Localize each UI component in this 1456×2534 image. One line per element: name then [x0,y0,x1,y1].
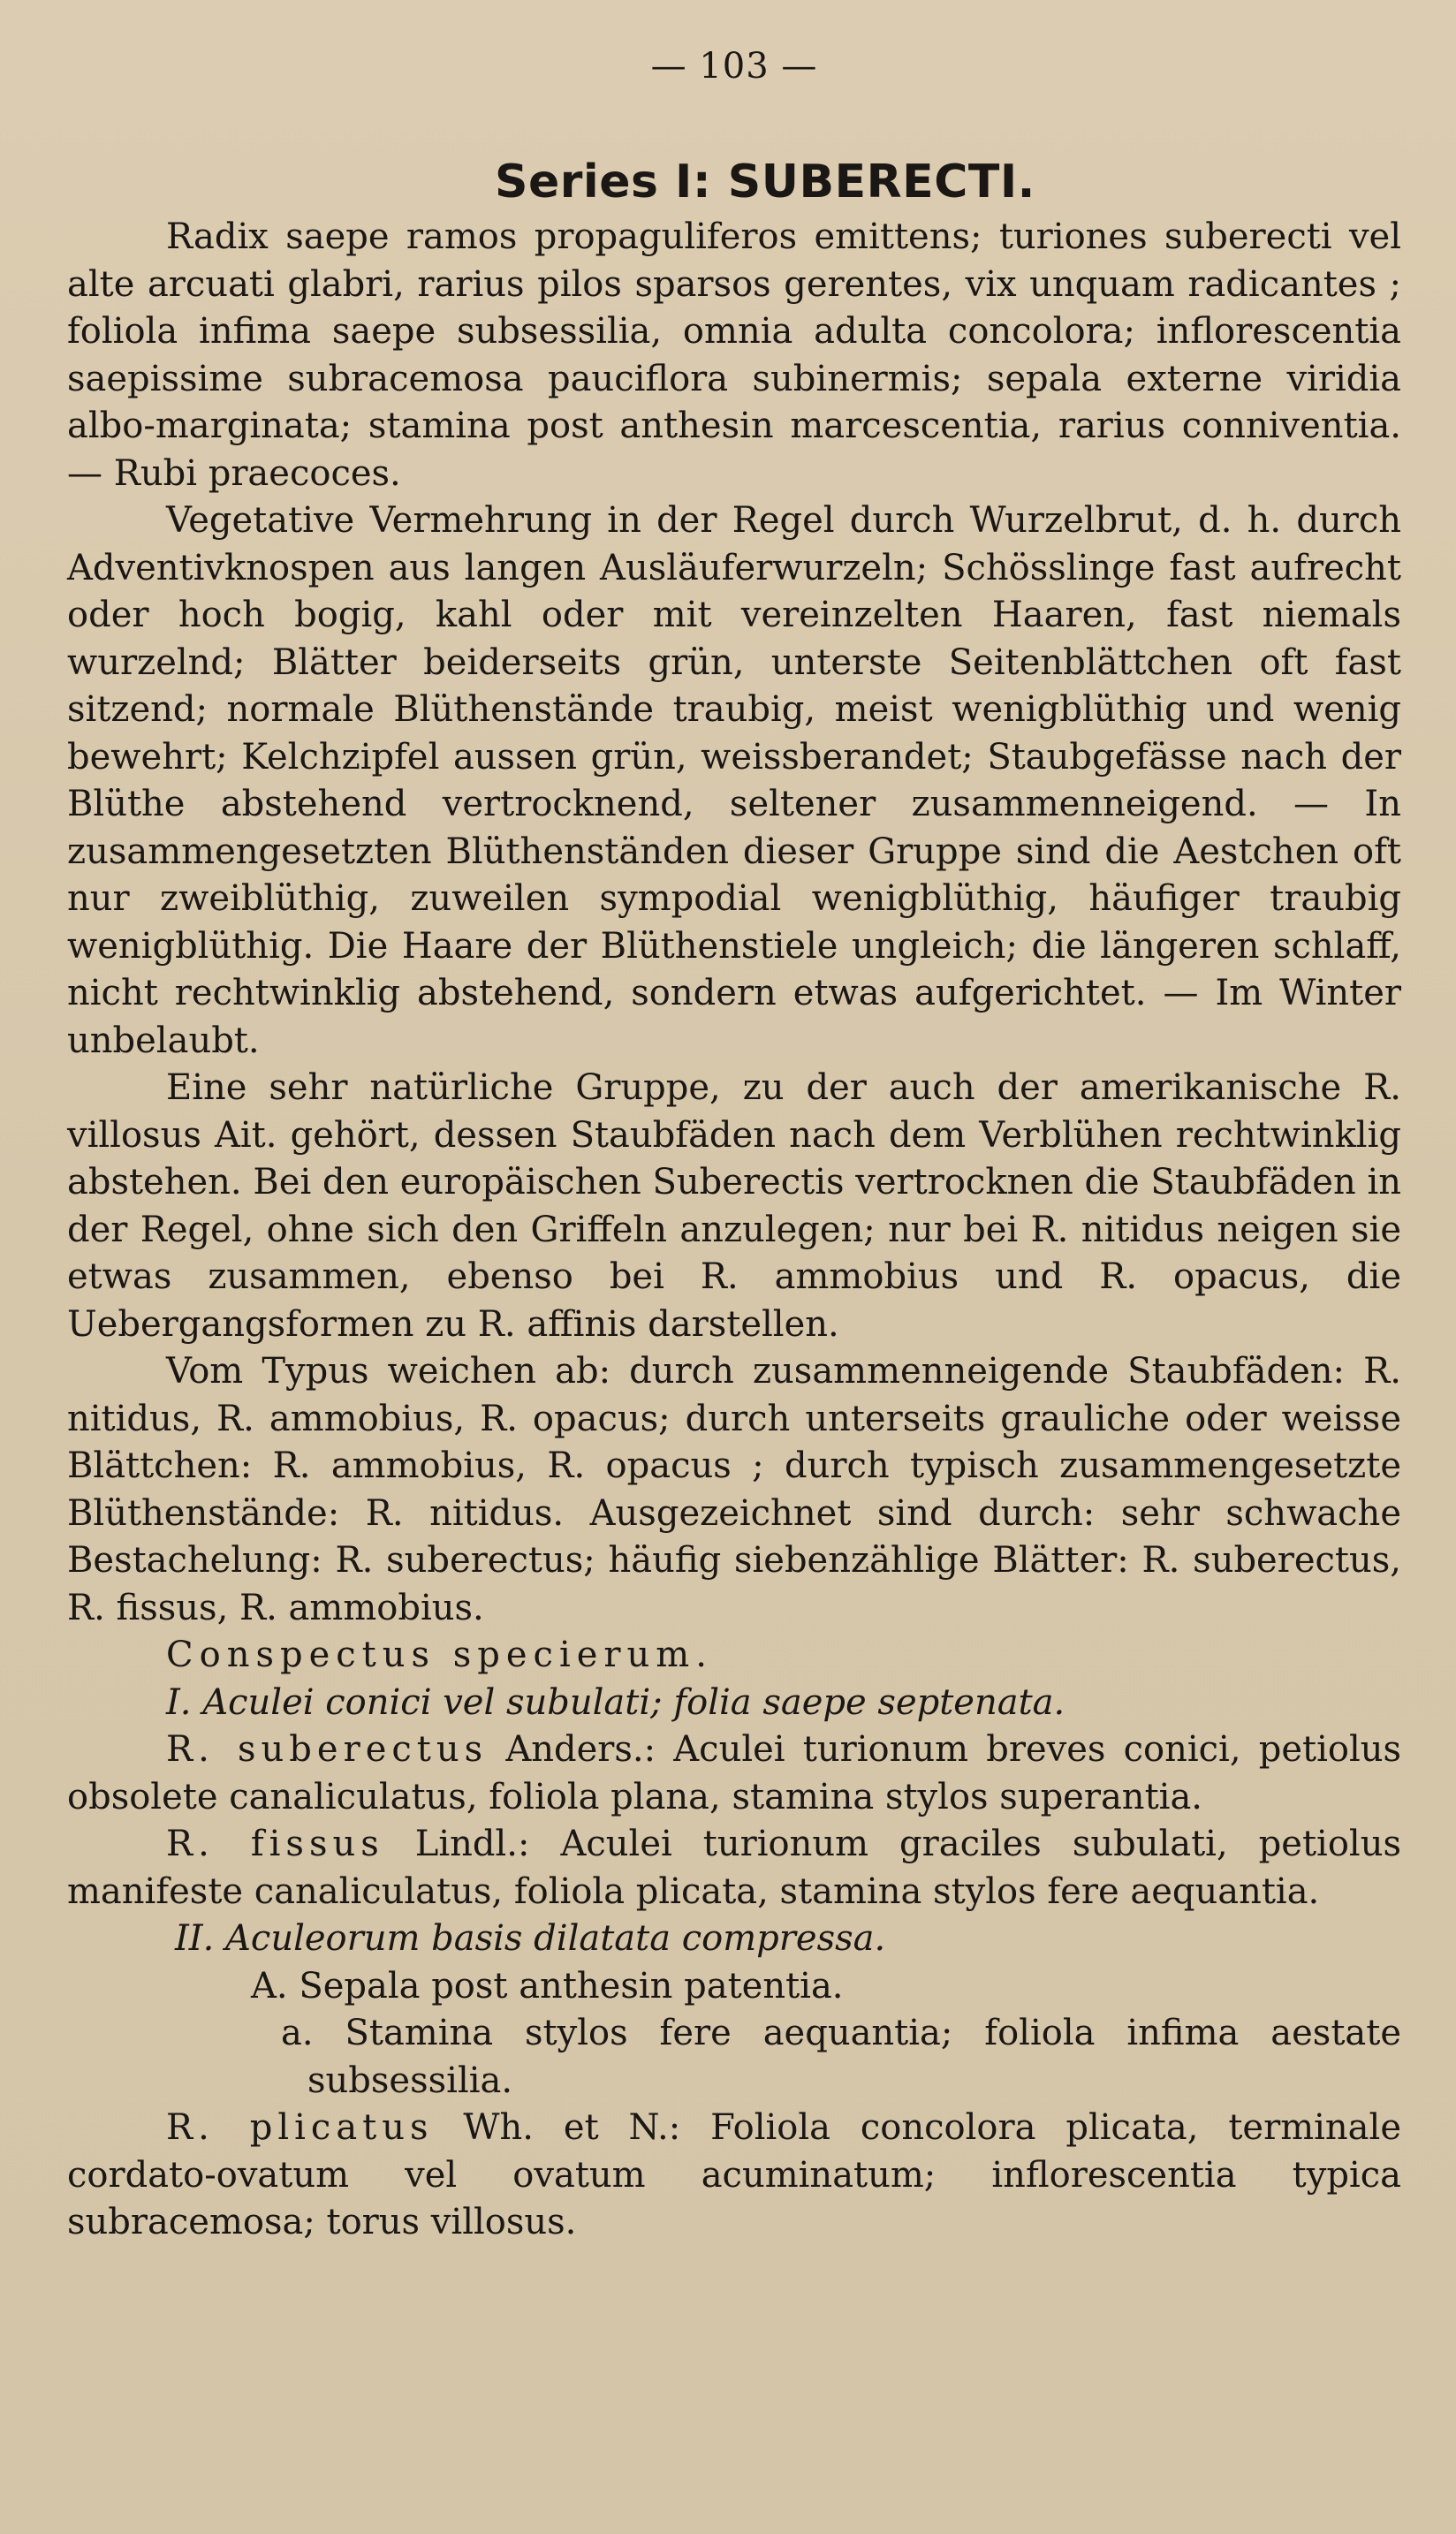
species-text: Aculei turionum breves conici, petiolus obsolete canaliculatus, foliola plana, stamina stylos superantia. [67,1729,1402,1817]
species-text: Aculei turionum graciles subulati, petiolus manifeste canaliculatus, foliola plicata, stamina stylos fere aequantia. [67,1824,1401,1912]
german-description: Vegetative Vermehrung in der Regel durch Wurzelbrut, d. h. durch Adventivknospen aus langen Ausläuferwurzeln; Schösslinge fast aufrecht oder hoch bogig, kahl oder mit vereinzelten Haaren, fast niemals wurzelnd; Blätter beiderseits grün, unterste Seitenblättchen oft fast sitzend; normale Blüthenstände traubig, meist wenigblüthig und wenig bewehrt; Kelchzipfel aussen grün, weissberandet; Staubgefässe nach der Blüthe abstehend vertrocknend, seltener zusammenneigend. — In zusammengesetzten Blüthenständen dieser Gruppe sind die Aestchen oft nur zweiblüthig, zuweilen sympodial wenigblüthig, häufiger traubig wenigblüthig. Die Haare der Blüthenstiele ungleich; die längeren schlaff, nicht rechtwinklig abstehend, sondern etwas aufgerichtet. — Im Winter unbelaubt. [67,500,1401,1061]
species-author: Lindl.: [414,1824,530,1864]
species-suberectus [67,1726,1401,1821]
species-plicatus [67,2105,1401,2247]
species-name: R. fissus [166,1824,384,1864]
series-title: Series I: SUBERECTI. [495,156,1035,209]
group-one-heading: I. Aculei conici vel subulati; folia saepe septenata. [166,1681,1065,1723]
natural-group-paragraph: Eine sehr natürliche Gruppe, zu der auch der amerikanische R. villosus Ait. gehört, dessen Staubfäden nach dem Verblühen rechtwinklig abstehen. Bei den europäischen Suberectis vertrocknen die Staubfäden in der Regel, ohne sich den Griffeln anzulegen; nur bei R. nitidus neigen sie etwas zusammen, ebenso bei R. ammobius und R. opacus, die Uebergangsformen zu R. affinis darstellen. [67,1067,1401,1345]
subgroup-a-a-heading: a. Stamina stylos fere aequantia; foliola infima aestate subsessilia. [281,2013,1401,2101]
species-text: Foliola concolora plicata, terminale cordato-ovatum vel ovatum acuminatum; inflorescentia typica subracemosa; torus villosus. [67,2107,1401,2242]
species-name: R. suberectus [166,1729,489,1770]
species-author: Wh. et N.: [463,2107,681,2148]
species-name: R. plicatus [166,2107,434,2148]
species-fissus [67,1821,1401,1916]
conspectus-heading: Conspectus specierum. [166,1635,713,1675]
subgroup-a-heading: A. Sepala post anthesin patentia. [251,1965,844,2007]
group-two-heading: II. Aculeorum basis dilatata compressa. [175,1918,886,1959]
deviations-paragraph: Vom Typus weichen ab: durch zusammenneigende Staubfäden: R. nitidus, R. ammobius, R. opacus; durch unterseits grauliche oder weisse Blättchen: R. ammobius, R. opacus ; durch typisch zusammengesetzte Blüthenstände: R. nitidus. Ausgezeichnet sind durch: sehr schwache Bestachelung: R. suberectus; häufig siebenzählige Blätter: R. suberectus, R. fissus, R. ammobius. [67,1351,1401,1628]
page-number: — 103 — [650,46,818,87]
latin-description: Radix saepe ramos propaguliferos emittens; turiones suberecti vel alte arcuati glabri, rarius pilos sparsos gerentes, vix unquam radicantes ; foliola infima saepe subsessilia, omnia adulta concolora; inflorescentia saepissime subracemosa pauciflora subinermis; sepala externe viridia albo-marginata; stamina post anthesin marcescentia, rarius conniventia. — Rubi praecoces. [67,216,1401,494]
species-author: Anders.: [505,1729,656,1770]
